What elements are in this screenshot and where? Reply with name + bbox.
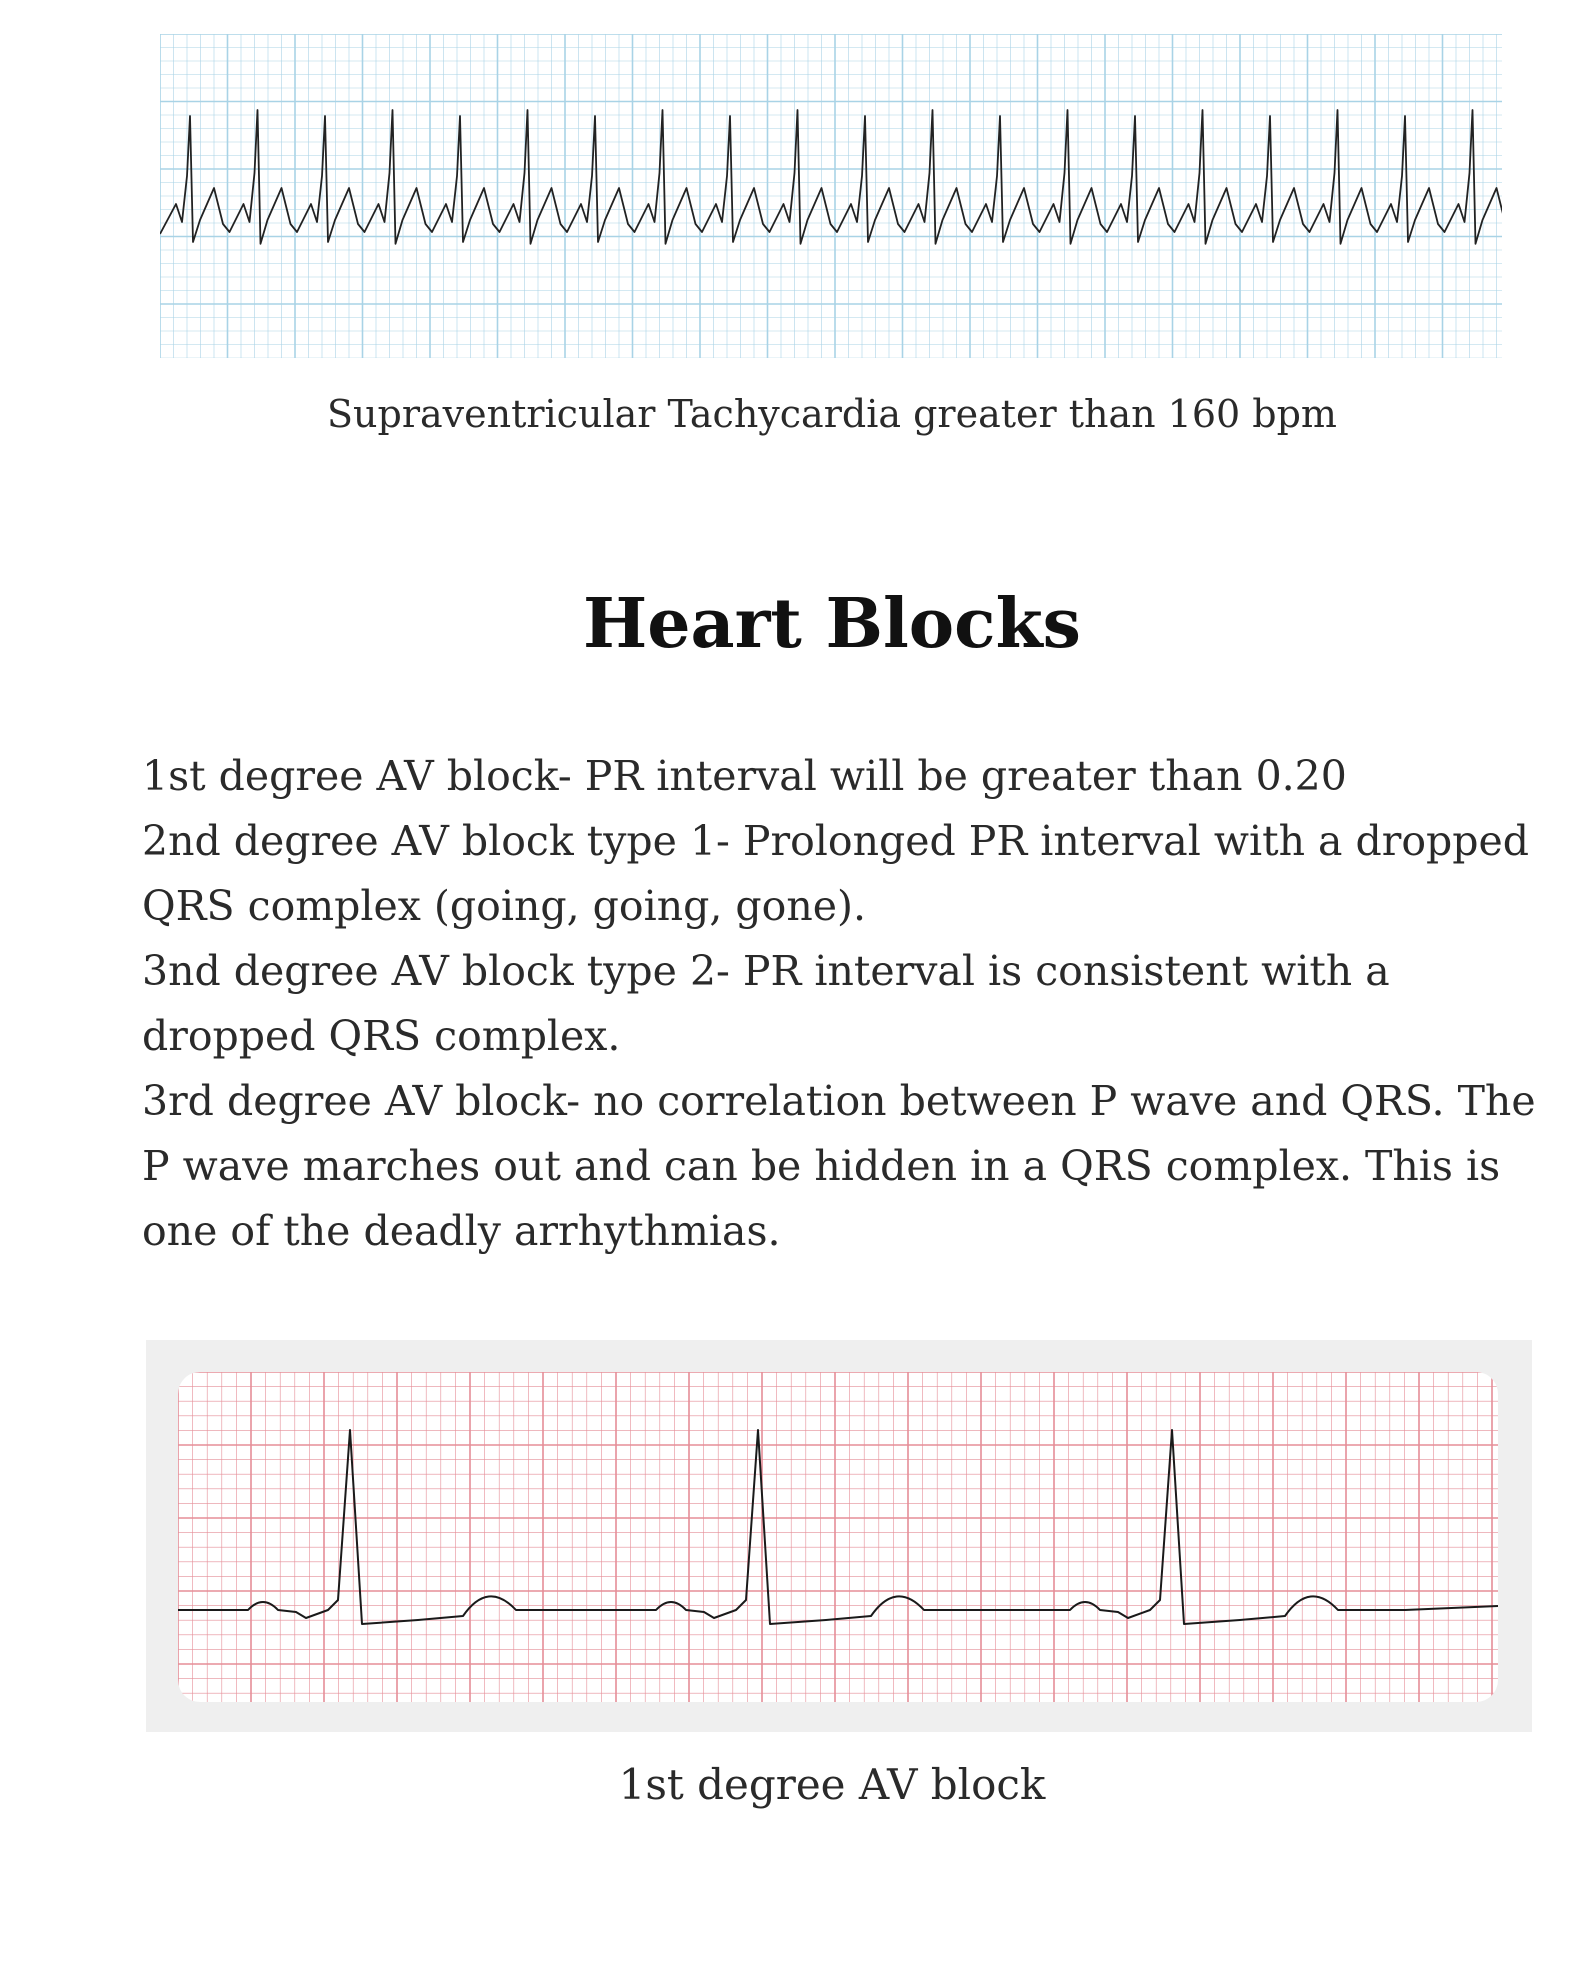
svt-caption: Supraventricular Tachycardia greater than 160 bpm [327,392,1337,436]
svt-grid [160,34,1502,358]
av-block-ecg-graphic [178,1372,1498,1702]
av-block-grid [178,1372,1498,1702]
svt-ecg-graphic [160,34,1502,358]
second-degree-type2-text: 3nd degree AV block type 2- PR interval is consistent with a dropped QRS complex. [142,947,1390,1060]
svt-ecg-strip [160,34,1502,358]
svt-trace [160,110,1502,244]
second-degree-type1-text: 2nd degree AV block type 1- Prolonged PR interval with a dropped QRS complex (going, going, gone). [142,817,1530,930]
av-block-caption: 1st degree AV block [618,1760,1046,1809]
first-degree-text: 1st degree AV block- PR interval will be greater than 0.20 [142,752,1347,800]
heart-block-descriptions [142,744,1542,1264]
av-block-trace [178,1430,1498,1624]
av-block-figure-frame [146,1340,1532,1732]
third-degree-text: 3rd degree AV block- no correlation between P wave and QRS. The P wave marches out and can be hidden in a QRS complex. This is one of the deadly arrhythmias. [142,1077,1536,1255]
section-heading: Heart Blocks [583,584,1081,664]
av-block-ecg-strip [178,1372,1498,1702]
